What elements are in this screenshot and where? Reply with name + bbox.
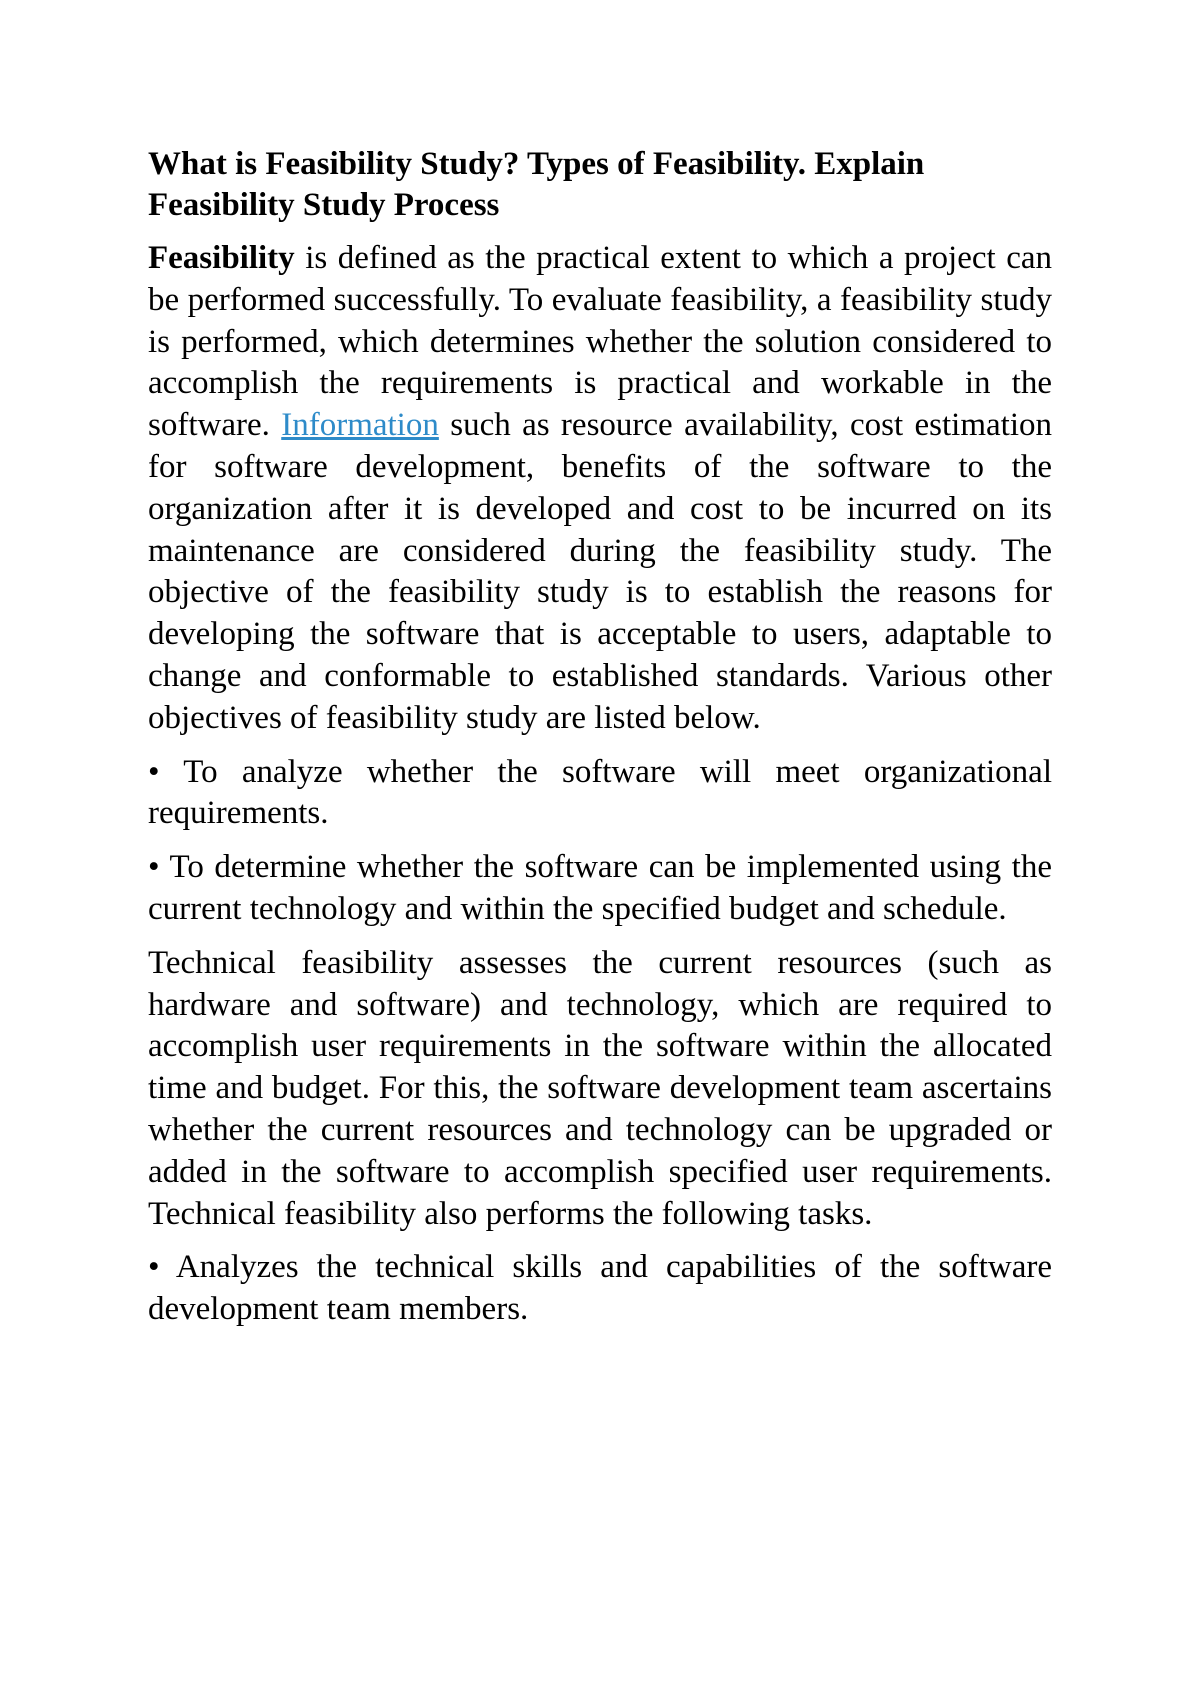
bullet-item-organizational-requirements: • To analyze whether the software will meet organizational requirements. [148,753,1052,832]
document-title: What is Feasibility Study? Types of Feasibility. Explain Feasibility Study Process [148,146,925,223]
information-link[interactable]: Information [281,407,439,444]
paragraph-technical-feasibility: Technical feasibility assesses the current resources (such as hardware and software) and technology, which are required to accomplish user requirements in the software within the allocated time and budget. For this, the software development team ascertains whether the current resources and technology can be upgraded or added in the software to accomplish specified user requirements. Technical feasibility also performs the following tasks. [148,944,1052,1232]
paragraph-text-after-link: such as resource availability, cost estimation for software development, benefits of the software to the organization after it is developed and cost to be incurred on its maintenance are considered during the feasibility study. The objective of the feasibility study is to establish the reasons for developing the software that is acceptable to users, adaptable to change and conformable to established standards. Various other objectives of feasibility study are listed below. [148,407,1052,736]
paragraph-text-before-link: is defined as the practical extent to which a project can be performed successfully. To evaluate feasibility, a feasibility study is performed, which determines whether the solution considered to accomplish the requirements is practical and workable in the software. [148,240,1052,444]
lead-term: Feasibility [148,240,295,276]
paragraph-feasibility-definition [148,238,1052,740]
document-page [148,144,1052,1331]
bullet-item-current-technology: • To determine whether the software can be implemented using the current technology and within the specified budget and schedule. [148,849,1052,927]
bullet-item-technical-skills: • Analyzes the technical skills and capabilities of the software development team members. [148,1249,1052,1328]
